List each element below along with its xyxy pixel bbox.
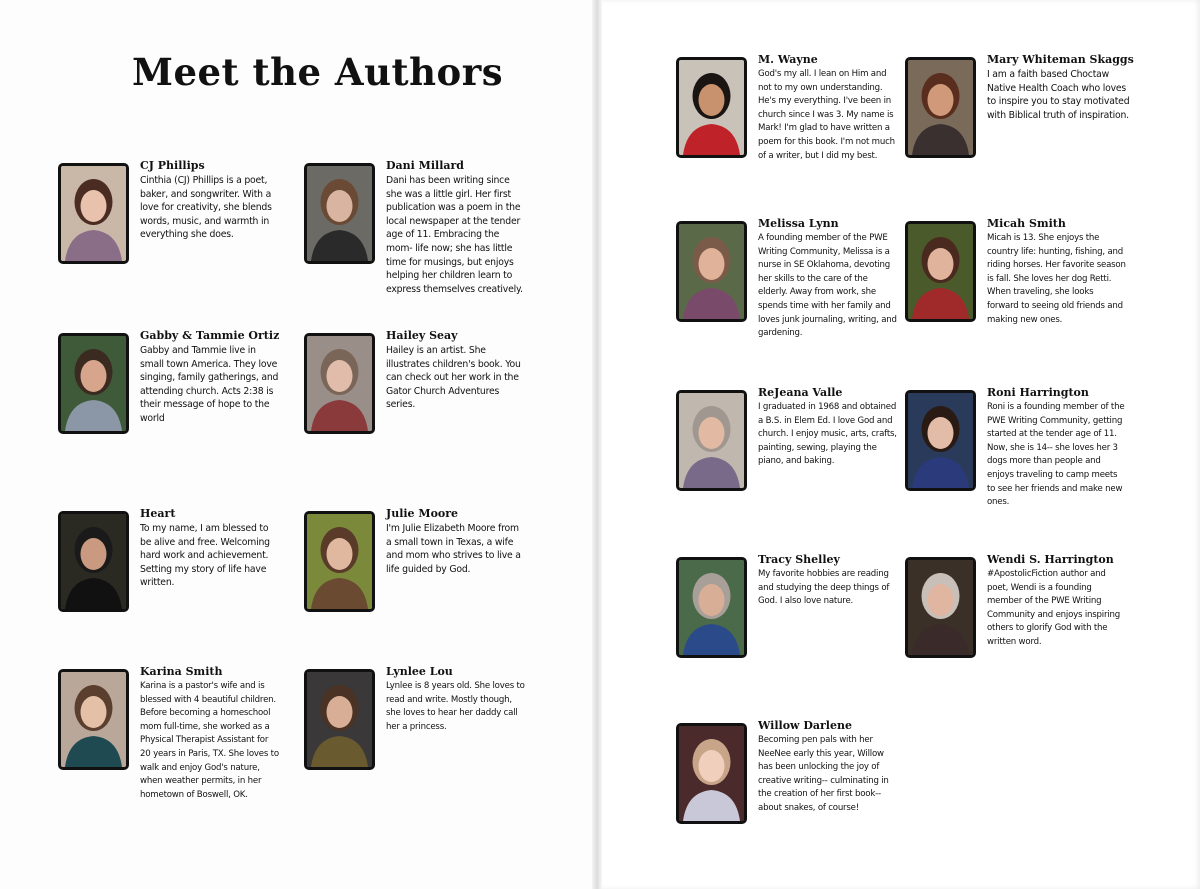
- author-photo: [304, 333, 375, 434]
- portrait-face: [81, 696, 107, 728]
- author-bio: Lynlee is 8 years old. She loves to read and write. Mostly though, she loves to hear her daddy call her a princess.: [386, 681, 525, 732]
- author-name: Micah Smith: [987, 217, 1066, 230]
- author-photo: [304, 511, 375, 612]
- portrait-image: [307, 514, 372, 609]
- portrait-face: [928, 584, 954, 616]
- author-bio: I'm Julie Elizabeth Moore from a small town in Texas, a wife and mom who strives to live a life guided by God.: [386, 523, 521, 575]
- author-photo: [676, 221, 747, 322]
- author-bio: A founding member of the PWE Writing Community, Melissa is a nurse in SE Oklahoma, devoting her skills to the care of the elderly. Away from work, she spends time with her family and loves junk journaling, writing, and gardening.: [758, 233, 897, 339]
- portrait-face: [327, 538, 353, 570]
- author-bio: To my name, I am blessed to be alive and free. Welcoming hard work and achievement. Setting my story of life have written.: [140, 523, 270, 589]
- portrait-image: [679, 393, 744, 488]
- author-bio: Hailey is an artist. She illustrates children's book. You can check out her work in the Gator Church Adventures series.: [386, 345, 521, 411]
- author-name: Tracy Shelley: [758, 553, 840, 566]
- portrait-image: [908, 224, 973, 319]
- author-bio: I am a faith based Choctaw Native Health Coach who loves to inspire you to stay motivated with Biblical truth of inspiration.: [987, 69, 1130, 121]
- portrait-image: [307, 672, 372, 767]
- portrait-image: [679, 726, 744, 821]
- author-bio: I graduated in 1968 and obtained a B.S. in Elem Ed. I love God and church. I enjoy music, arts, crafts, painting, sewing, playing the piano, and baking.: [758, 402, 897, 467]
- author-name: CJ Phillips: [140, 159, 205, 172]
- author-photo: [676, 723, 747, 824]
- author-name: Willow Darlene: [758, 719, 852, 732]
- portrait-face: [327, 696, 353, 728]
- portrait-face: [928, 417, 954, 449]
- portrait-image: [908, 560, 973, 655]
- portrait-image: [679, 224, 744, 319]
- portrait-image: [307, 166, 372, 261]
- portrait-face: [699, 84, 725, 116]
- portrait-face: [327, 190, 353, 222]
- author-name: M. Wayne: [758, 53, 818, 66]
- author-name: Hailey Seay: [386, 329, 458, 342]
- portrait-face: [81, 360, 107, 392]
- portrait-face: [928, 84, 954, 116]
- portrait-image: [679, 560, 744, 655]
- author-name: Karina Smith: [140, 665, 223, 678]
- portrait-image: [61, 514, 126, 609]
- portrait-face: [699, 584, 725, 616]
- author-bio: Dani has been writing since she was a little girl. Her first publication was a poem in the local newspaper at the tender age of 11. Embracing the mom- life now; she has little time for musings, but enjoys helping her children learn to express themselves creatively.: [386, 175, 523, 295]
- author-bio: Becoming pen pals with her NeeNee early this year, Willow has been unlocking the joy of creative writing-- culminating in the creation of her first book-- about snakes, of course!: [758, 735, 889, 813]
- portrait-face: [81, 190, 107, 222]
- author-bio: God's my all. I lean on Him and not to my own understanding. He's my everything. I've been in church since I was 3. My name is Mark! I'm glad to have written a poem for this book. I'm not much of a writer, but I did my best.: [758, 69, 895, 161]
- portrait-face: [928, 248, 954, 280]
- author-bio: Gabby and Tammie live in small town America. They love singing, family gatherings, and attending church. Acts 2:38 is their message of hope to the world: [140, 345, 279, 424]
- portrait-face: [699, 248, 725, 280]
- author-bio: Karina is a pastor's wife and is blessed with 4 beautiful children. Before becoming a homeschool mom full-time, she worked as a Physical Therapist Assistant for 20 years in Paris, TX. She loves to walk and enjoy God's nature, when weather permits, in her hometown of Boswell, OK.: [140, 681, 279, 800]
- portrait-image: [61, 672, 126, 767]
- portrait-image: [61, 166, 126, 261]
- author-photo: [58, 511, 129, 612]
- author-photo: [905, 390, 976, 491]
- portrait-face: [699, 750, 725, 782]
- author-name: Mary Whiteman Skaggs: [987, 53, 1134, 66]
- author-photo: [905, 221, 976, 322]
- page-title: Meet the Authors: [132, 50, 504, 94]
- author-photo: [58, 669, 129, 770]
- author-photo: [676, 57, 747, 158]
- author-photo: [676, 390, 747, 491]
- portrait-image: [908, 393, 973, 488]
- author-name: Gabby & Tammie Ortiz: [140, 329, 280, 342]
- author-bio: Cinthia (CJ) Phillips is a poet, baker, and songwriter. With a love for creativity, she blends words, music, and warmth in everything she does.: [140, 175, 272, 241]
- author-name: Julie Moore: [386, 507, 459, 520]
- author-name: Lynlee Lou: [386, 665, 453, 678]
- author-name: Melissa Lynn: [758, 217, 839, 230]
- portrait-face: [81, 538, 107, 570]
- portrait-image: [679, 60, 744, 155]
- author-name: Dani Millard: [386, 159, 464, 172]
- author-bio: Micah is 13. She enjoys the country life: hunting, fishing, and riding horses. Her favorite season is fall. She loves her dog Retti. When traveling, she looks forward to seeing old friends and making new ones.: [987, 233, 1126, 325]
- author-name: Heart: [140, 507, 176, 520]
- author-bio: My favorite hobbies are reading and studying the deep things of God. I also love nature.: [758, 569, 890, 607]
- author-bio: Roni is a founding member of the PWE Writing Community, getting started at the tender age of 11. Now, she is 14-- she loves her 3 dogs more than people and enjoys traveling to camp meets to see her friends and make new ones.: [987, 402, 1125, 508]
- author-name: ReJeana Valle: [758, 386, 843, 399]
- portrait-face: [699, 417, 725, 449]
- author-photo: [304, 669, 375, 770]
- author-name: Roni Harrington: [987, 386, 1089, 399]
- portrait-image: [61, 336, 126, 431]
- portrait-face: [327, 360, 353, 392]
- book-spine: [592, 0, 602, 889]
- author-photo: [905, 57, 976, 158]
- author-photo: [58, 163, 129, 264]
- author-photo: [58, 333, 129, 434]
- author-photo: [304, 163, 375, 264]
- author-name: Wendi S. Harrington: [987, 553, 1114, 566]
- portrait-image: [908, 60, 973, 155]
- author-photo: [676, 557, 747, 658]
- author-photo: [905, 557, 976, 658]
- portrait-image: [307, 336, 372, 431]
- author-bio: #ApostolicFiction author and poet, Wendi is a founding member of the PWE Writing Community and enjoys inspiring others to glorify God with the written word.: [987, 569, 1121, 647]
